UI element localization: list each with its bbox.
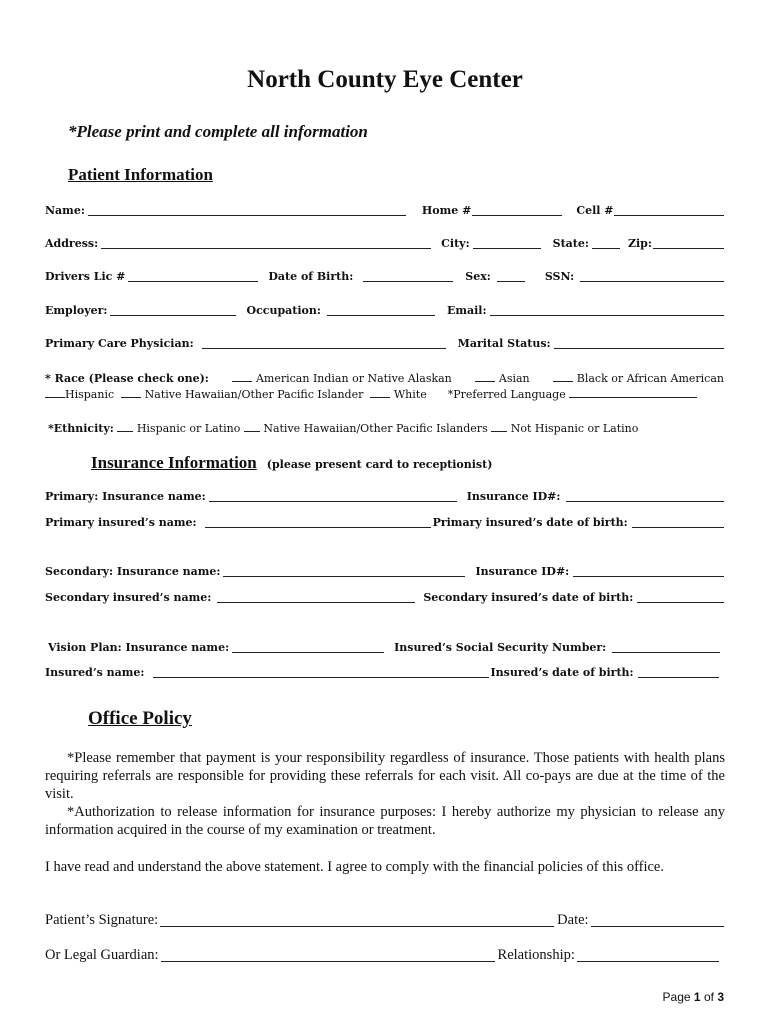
drivers-license-label: Drivers Lic # — [45, 270, 126, 283]
primary-insured-name-label: Primary insured’s name: — [45, 516, 197, 529]
occupation-label: Occupation: — [246, 304, 321, 317]
home-phone-field[interactable] — [472, 204, 562, 216]
policy-payment-text: *Please remember that payment is your responsibility regardless of insurance. Those patients with health plans requiring referrals are responsible for providing these referrals for each visit. All co-pays are due at the time of the visit. — [45, 750, 725, 802]
secondary-insured-dob-field[interactable] — [637, 591, 724, 603]
race-checkbox-white[interactable] — [370, 387, 390, 398]
name-field[interactable] — [88, 204, 406, 216]
ethnicity-option-hawaiian: Native Hawaiian/Other Pacific Islanders — [263, 422, 488, 435]
insured-name-field[interactable] — [153, 666, 489, 678]
address-row — [45, 237, 724, 250]
page-current: 1 — [693, 990, 701, 1004]
race-option-asian: Asian — [498, 372, 530, 385]
insurance-note: (please present card to receptionist) — [266, 458, 493, 471]
vision-insurance-name-field[interactable] — [232, 641, 384, 653]
insurance-header — [91, 453, 492, 473]
secondary-insured-row — [45, 591, 724, 604]
race-option-black: Black or African American — [576, 372, 724, 385]
marital-status-field[interactable] — [554, 337, 724, 349]
race-option-hispanic: Hispanic — [65, 388, 115, 401]
secondary-insurance-name-label: Secondary: Insurance name: — [45, 565, 221, 578]
employer-label: Employer: — [45, 304, 108, 317]
insured-dob-label: Insured’s date of birth: — [490, 666, 634, 679]
email-field[interactable] — [490, 304, 724, 316]
page-number — [663, 990, 724, 1004]
race-section — [45, 371, 724, 403]
page-title: North County Eye Center — [247, 66, 523, 93]
signature-row — [45, 912, 724, 929]
ethnicity-option-not-hispanic: Not Hispanic or Latino — [510, 422, 639, 435]
ethnicity-label: *Ethnicity: — [48, 422, 114, 435]
page-of: of — [703, 990, 714, 1004]
primary-insured-dob-label: Primary insured’s date of birth: — [432, 516, 628, 529]
insured-ssn-label: Insured’s Social Security Number: — [394, 641, 607, 654]
insurance-heading: Insurance Information — [91, 453, 257, 472]
city-label: City: — [441, 237, 470, 250]
zip-label: Zip: — [627, 237, 652, 250]
date-field[interactable] — [591, 912, 724, 927]
ethnicity-option-hispanic: Hispanic or Latino — [136, 422, 241, 435]
insured-row — [45, 666, 719, 679]
insured-dob-field[interactable] — [638, 666, 719, 678]
preferred-language-field[interactable] — [569, 387, 697, 398]
secondary-insurance-id-label: Insurance ID#: — [475, 565, 570, 578]
page-prefix: Page — [662, 990, 691, 1004]
sex-field[interactable] — [497, 270, 525, 282]
ethnicity-checkbox-hawaiian[interactable] — [244, 421, 260, 432]
insured-ssn-field[interactable] — [612, 641, 720, 653]
instruction-text: *Please print and complete all information — [68, 122, 368, 141]
ssn-label: SSN: — [544, 270, 575, 283]
secondary-insured-name-field[interactable] — [217, 591, 415, 603]
primary-insurance-id-label: Insurance ID#: — [466, 490, 561, 503]
guardian-label: Or Legal Guardian: — [45, 947, 159, 963]
relationship-field[interactable] — [577, 947, 719, 962]
race-checkbox-hispanic[interactable] — [45, 387, 65, 398]
primary-insured-dob-field[interactable] — [632, 516, 724, 528]
home-phone-label: Home # — [421, 204, 472, 217]
dob-field[interactable] — [363, 270, 453, 282]
race-option-white: White — [393, 388, 427, 401]
sex-label: Sex: — [465, 270, 491, 283]
name-label: Name: — [45, 204, 85, 217]
primary-insurance-row — [45, 490, 724, 503]
physician-label: Primary Care Physician: — [45, 337, 194, 350]
guardian-field[interactable] — [161, 947, 495, 962]
cell-phone-field[interactable] — [614, 204, 724, 216]
primary-insurance-name-field[interactable] — [209, 490, 457, 502]
primary-insured-row — [45, 516, 724, 529]
race-checkbox-american-indian[interactable] — [232, 371, 252, 382]
drivers-license-field[interactable] — [128, 270, 258, 282]
policy-authorization-text: *Authorization to release information for insurance purposes: I hereby authorize my physician to release any information acquired in the course of my examination or treatment. — [45, 804, 725, 838]
primary-insurance-id-field[interactable] — [566, 490, 724, 502]
race-option-hawaiian: Native Hawaiian/Other Pacific Islander — [144, 388, 364, 401]
marital-status-label: Marital Status: — [457, 337, 551, 350]
state-label: State: — [552, 237, 589, 250]
license-row — [45, 270, 724, 283]
employer-field[interactable] — [110, 304, 236, 316]
primary-insured-name-field[interactable] — [205, 516, 431, 528]
ethnicity-section — [48, 421, 727, 437]
secondary-insured-name-label: Secondary insured’s name: — [45, 591, 212, 604]
vision-insurance-name-label: Vision Plan: Insurance name: — [48, 641, 230, 654]
address-field[interactable] — [101, 237, 431, 249]
race-checkbox-black[interactable] — [553, 371, 573, 382]
primary-insurance-name-label: Primary: Insurance name: — [45, 490, 206, 503]
signature-field[interactable] — [160, 912, 554, 927]
race-checkbox-hawaiian[interactable] — [121, 387, 141, 398]
ethnicity-checkbox-not-hispanic[interactable] — [491, 421, 507, 432]
race-label: * Race (Please check one): — [45, 372, 209, 385]
occupation-field[interactable] — [327, 304, 435, 316]
employer-row — [45, 304, 724, 317]
zip-field[interactable] — [653, 237, 724, 249]
office-policy-heading: Office Policy — [88, 708, 192, 729]
cell-phone-label: Cell # — [576, 204, 614, 217]
secondary-insurance-id-field[interactable] — [573, 565, 724, 577]
dob-label: Date of Birth: — [268, 270, 354, 283]
date-label: Date: — [557, 912, 589, 928]
physician-row — [45, 337, 724, 350]
secondary-insured-dob-label: Secondary insured’s date of birth: — [423, 591, 634, 604]
insured-name-label: Insured’s name: — [45, 666, 145, 679]
page-total: 3 — [717, 990, 724, 1004]
physician-field[interactable] — [202, 337, 446, 349]
secondary-insurance-name-field[interactable] — [223, 565, 465, 577]
email-label: Email: — [446, 304, 487, 317]
race-checkbox-asian[interactable] — [475, 371, 495, 382]
guardian-row — [45, 947, 719, 964]
race-option-american-indian: American Indian or Native Alaskan — [255, 372, 452, 385]
vision-plan-row — [48, 641, 720, 654]
preferred-language-label: *Preferred Language — [447, 388, 566, 401]
secondary-insurance-row — [45, 565, 724, 578]
name-row — [45, 204, 724, 217]
policy-agreement-text: I have read and understand the above statement. I agree to comply with the financial policies of this office. — [45, 859, 664, 875]
relationship-label: Relationship: — [497, 947, 575, 963]
city-field[interactable] — [473, 237, 541, 249]
ssn-field[interactable] — [580, 270, 724, 282]
signature-label: Patient’s Signature: — [45, 912, 159, 928]
state-field[interactable] — [592, 237, 620, 249]
patient-info-heading: Patient Information — [68, 165, 213, 184]
address-label: Address: — [45, 237, 99, 250]
ethnicity-checkbox-hispanic[interactable] — [117, 421, 133, 432]
